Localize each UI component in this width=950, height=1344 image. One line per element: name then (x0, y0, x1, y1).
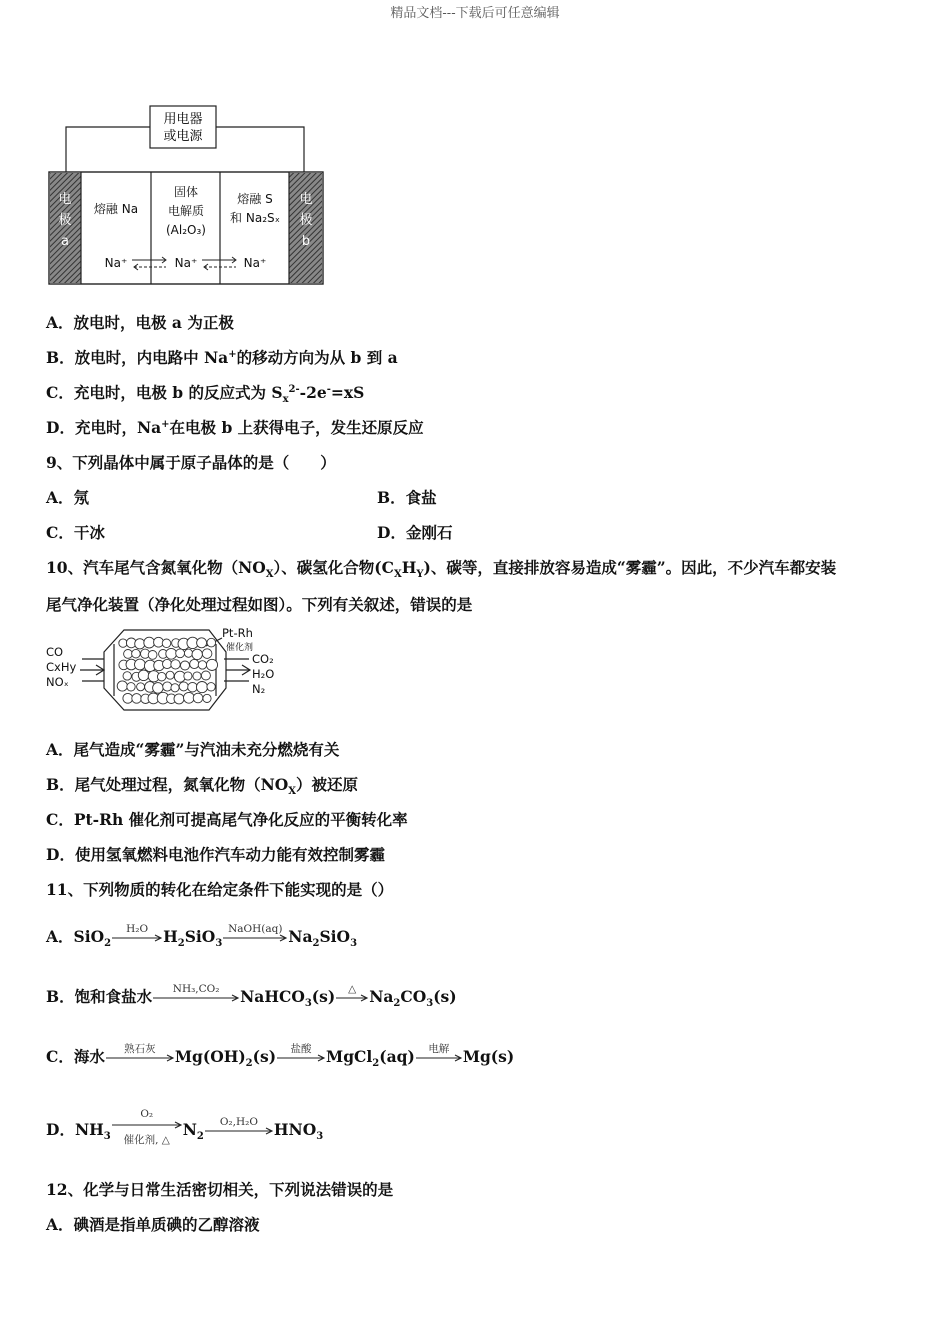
catalyst-pellet (207, 683, 215, 691)
q11-option-d: D．$NH_3$ O₂ 催化剂, △ $N_2$ O₂,H₂O $HNO_3$ (46, 1108, 324, 1146)
input-cxhy: CxHy (46, 660, 77, 674)
cell-right-label-1: 熔融 S (237, 192, 273, 206)
q10-option-d: D．使用氢氧燃料电池作汽车动力能有效控制雾霾 (46, 845, 385, 864)
electrode-a-char-3: a (61, 234, 69, 249)
q12-option-a: A．碘酒是指单质碘的乙醇溶液 (46, 1215, 260, 1234)
catalyst-pellet (124, 650, 133, 659)
catalyst-pellet (198, 661, 206, 669)
electrode-b-char-2: 极 (299, 213, 313, 228)
catalyst-pellet (135, 639, 145, 649)
ion-left: Na⁺ (104, 256, 128, 270)
electrode-b-char-1: 电 (299, 192, 313, 207)
q10-option-b: B．尾气处理过程，氮氧化物$(NO_X)$被还原 (46, 775, 359, 798)
catalyst-pellet (153, 683, 164, 694)
catalyst-pellet (188, 682, 198, 692)
q11-option-c: C．海水 熟石灰 $Mg(OH)_2(s)$ 盐酸 MgCl$_2$(aq) 电解 Mg(s) (46, 1043, 515, 1070)
catalyst-pellet (206, 659, 217, 670)
q8-option-c: C．充电时，电极 b 的反应式为 $S_x^{2-}-2e^-=xS$ (46, 383, 365, 406)
q11-option-b: B．饱和食盐水 NH₃,CO₂ NaHCO$_3$(s) △ $Na_2CO_3(s)$ (46, 983, 457, 1010)
catalyst-pellet (196, 682, 207, 693)
catalyst-pellet (184, 692, 195, 703)
catalyst-pellet (171, 684, 179, 692)
q10-stem-line1: 10、汽车尾气含氮氧化物$(NO_X)$、碳氢化合物$(C_XH_Y)$、碳等，直接排放容易造成“雾霾”。因此，不少汽车都安装 (46, 558, 837, 581)
q11-stem: 11、下列物质的转化在给定条件下能实现的是（） (46, 880, 394, 899)
electrode-a-char-1: 电 (58, 192, 72, 207)
catalyst-label-1: Pt-Rh (222, 626, 253, 640)
catalyst-label-2: 催化剂 (226, 643, 254, 653)
catalyst-pellet (163, 659, 172, 668)
reaction-arrow: NH₃,CO₂ (152, 993, 240, 1003)
reaction-arrow: 熟石灰 (105, 1053, 175, 1063)
q10-stem-line2: 尾气净化装置（净化处理过程如图）。下列有关叙述，错误的是 (46, 595, 473, 614)
device-label-1: 用电器 (163, 112, 203, 127)
header-note: 精品文档---下载后可任意编辑 (390, 6, 560, 21)
catalyst-pellet (144, 637, 155, 648)
catalyst-pellet (138, 670, 149, 681)
catalyst-pellet (202, 649, 212, 659)
q10-option-c: C．Pt-Rh 催化剂可提高尾气净化反应的平衡转化率 (46, 810, 408, 829)
catalyst-pellet (184, 672, 192, 680)
cell-mid-label-3: (Al₂O₃) (166, 223, 206, 237)
q9-stem: 9、下列晶体中属于原子晶体的是（ ） (46, 453, 336, 472)
catalyst-pellet (157, 672, 166, 681)
input-nox: NOₓ (46, 675, 69, 689)
catalyst-pellet (166, 648, 177, 659)
catalyst-pellet (123, 693, 133, 703)
catalyst-pellet (132, 694, 142, 704)
device-label-2: 或电源 (163, 129, 203, 144)
cell-mid-label-1: 固体 (173, 185, 199, 199)
ion-mid: Na⁺ (174, 256, 198, 270)
catalyst-pellet (184, 649, 192, 657)
q10-option-a: A．尾气造成“雾霾”与汽油未充分燃烧有关 (46, 740, 340, 759)
electrode-b-char-3: b (301, 234, 311, 249)
catalyst-pellet (117, 681, 127, 691)
output-h2o: H₂O (252, 667, 275, 681)
reaction-arrow: 电解 (415, 1053, 463, 1063)
catalyst-pellet (163, 682, 172, 691)
q9-option-b: B．食盐 (377, 488, 437, 507)
catalyst-pellet (162, 639, 171, 648)
catalyst-pellet (174, 694, 184, 704)
catalytic-converter-diagram (44, 624, 284, 716)
electrode-a-char-2: 极 (58, 213, 72, 228)
catalyst-pellet (197, 638, 207, 648)
catalyst-pellet (192, 649, 202, 659)
catalyst-pellet (207, 638, 216, 647)
catalyst-pellet (123, 672, 131, 680)
reaction-arrow: △ (335, 993, 369, 1003)
q9-option-a: A．氖 (46, 488, 90, 507)
battery-diagram (46, 103, 326, 289)
q8-option-d: D．充电时，Na+在电极 b 上获得电子，发生还原反应 (46, 418, 424, 437)
q9-option-c: C．干冰 (46, 523, 105, 542)
cell-right-label-2: 和 Na₂Sₓ (230, 211, 280, 225)
catalyst-pellet (171, 660, 180, 669)
catalyst-pellet (203, 694, 211, 702)
catalyst-pellet (193, 693, 203, 703)
output-co2: CO₂ (252, 652, 274, 666)
reaction-arrow: NaOH(aq) (222, 933, 288, 943)
q9-option-d: D．金刚石 (377, 523, 453, 542)
q8-option-b: B．放电时，内电路中 Na+的移动方向为从 b 到 a (46, 348, 398, 367)
catalyst-pellet (166, 671, 174, 679)
catalyst-pellet (193, 672, 201, 680)
q12-stem: 12、化学与日常生活密切相关，下列说法错误的是 (46, 1180, 394, 1199)
catalyst-pellet (201, 671, 210, 680)
output-n2: N₂ (252, 682, 266, 696)
catalyst-pellet (127, 683, 135, 691)
q8-option-a: A．放电时，电极 a 为正极 (46, 313, 234, 332)
cell-left-label: 熔融 Na (93, 202, 139, 216)
catalyst-pellet (132, 649, 141, 658)
reaction-arrow: O₂ 催化剂, △ (111, 1120, 183, 1130)
ion-right: Na⁺ (243, 256, 267, 270)
catalyst-pellet (119, 639, 127, 647)
catalyst-pellet (137, 683, 145, 691)
cell-mid-label-2: 电解质 (167, 204, 205, 218)
reaction-arrow: O₂,H₂O (204, 1126, 274, 1136)
catalyst-pellet (176, 649, 185, 658)
catalyst-pellet (179, 682, 188, 691)
catalyst-pellet (135, 659, 146, 670)
q11-option-a: A．SiO$_2$ H₂O $H_2SiO_3$ NaOH(aq) $Na_2SiO_3$ (46, 923, 358, 950)
input-co: CO (46, 645, 64, 659)
reaction-arrow: 盐酸 (276, 1053, 326, 1063)
catalyst-pellet (181, 661, 190, 670)
catalyst-pellet (190, 659, 199, 668)
catalyst-pellet (148, 651, 157, 660)
reaction-arrow: H₂O (111, 933, 163, 943)
